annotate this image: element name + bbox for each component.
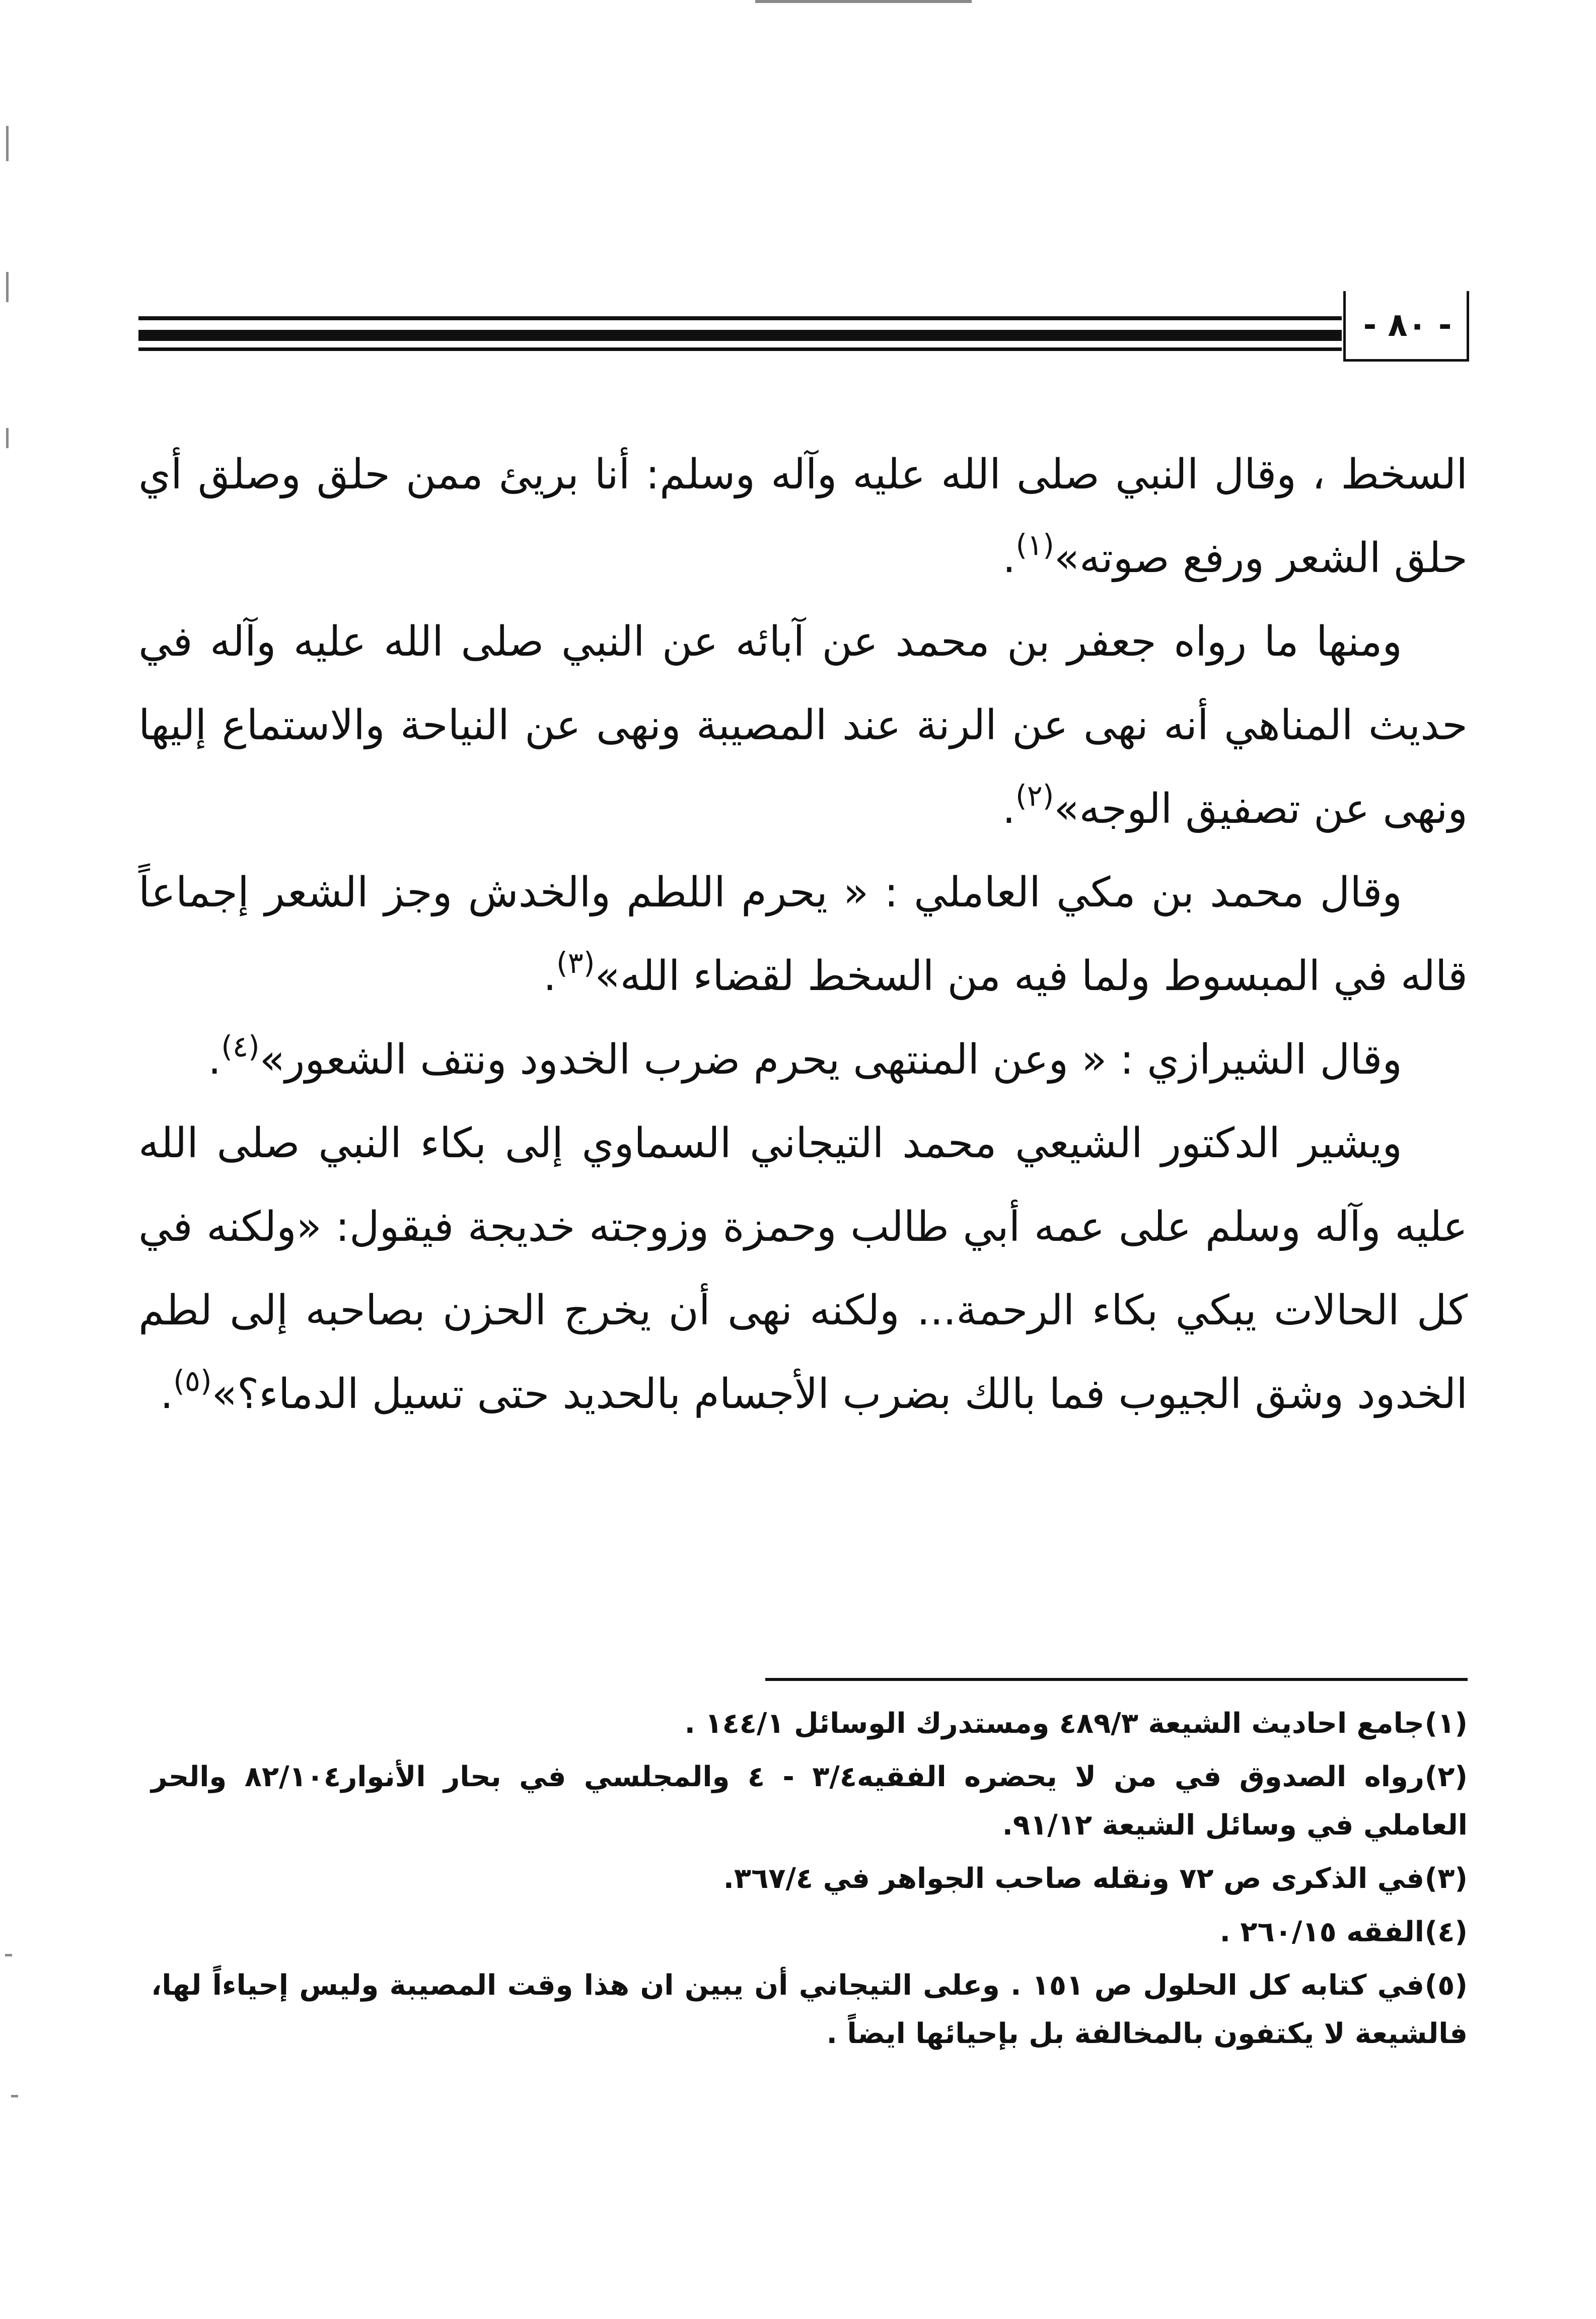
paragraph: وقال محمد بن مكي العاملي : « يحرم اللطم والخدش وجز الشعر إجماعاً قاله في المبسوط ولما فيه من السخط لقضاء الله»$^{(٣)}$.: [138, 869, 1468, 1000]
footnote-text: جامع احاديث الشيعة ٤٨٩/٣ ومستدرك الوسائل ١٤٤/١ .: [684, 1707, 1424, 1740]
scan-artifact: [6, 428, 9, 448]
footnote-number: (٤): [1424, 1916, 1468, 1948]
footnote-item: [151, 1908, 1468, 1956]
footnote-number: (٢): [1424, 1761, 1468, 1793]
footnote-number: (٥): [1424, 1969, 1468, 2002]
footnote-text: رواه الصدوق في من لا يحضره الفقيه٣/٤ - ٤ والمجلسي في بحار الأنوار٨٢/١٠٤ والحر العاملي في وسائل الشيعة ٩١/١٢.: [151, 1761, 1468, 1842]
header-rule: [138, 347, 1342, 351]
scan-artifact: [5, 1954, 12, 1956]
scan-artifact: [11, 2095, 18, 2097]
page-number: - ٨٠ -: [1343, 291, 1469, 362]
footnote-item: [151, 1961, 1468, 2058]
footnote-text: الفقه ٢٦٠/١٥ .: [1219, 1916, 1424, 1948]
paragraph: ويشير الدكتور الشيعي محمد التيجاني السماوي إلى بكاء النبي صلى الله عليه وآله وسلم على عمه أبي طالب وحمزة وزوجته خديجة فيقول: «ولكنه في كل الحالات يبكي بكاء الرحمة... ولكنه نهى أن يخرج الحزن بصاحبه إلى لطم الخدود وشق الجيوب فما بالك بضرب الأجسام بالحديد حتى تسيل الدماء؟»$^{(٥)}$.: [138, 1119, 1468, 1418]
paragraph: السخط ، وقال النبي صلى الله عليه وآله وسلم: أنا بريئ ممن حلق وصلق أي حلق الشعر ورفع صوته»$^{(١)}$.: [138, 451, 1468, 582]
paragraph: وقال الشيرازي : « وعن المنتهى يحرم ضرب الخدود ونتف الشعور»$^{(٤)}$.: [208, 1029, 1402, 1084]
scan-artifact: [755, 0, 972, 3]
header-rule: [138, 330, 1342, 341]
footnote-text: في كتابه كل الحلول ص ١٥١ . وعلى التيجاني أن يبين ان هذا وقت المصيبة وليس إحياءاً لها، فالشيعة لا يكتفون بالمخالفة بل بإحيائها ايضاً .: [151, 1969, 1468, 2050]
footnote-ref[interactable]: (١): [1015, 528, 1054, 562]
footnote-item: [151, 1753, 1468, 1850]
footnote-ref[interactable]: (٤): [221, 1029, 260, 1064]
scan-artifact: [6, 272, 9, 302]
footnote-item: [151, 1700, 1468, 1748]
main-text: [138, 433, 1468, 1436]
footnotes: [151, 1700, 1468, 2063]
footnote-number: (١): [1424, 1707, 1468, 1740]
scan-artifact: [6, 126, 9, 161]
footnote-item: [151, 1855, 1468, 1903]
footnote-number: (٣): [1424, 1862, 1468, 1895]
footnote-text: في الذكرى ص ٧٢ ونقله صاحب الجواهر في ٣٦٧/٤.: [723, 1862, 1424, 1895]
footnote-ref[interactable]: (٣): [556, 946, 595, 980]
header-rule: [138, 316, 1342, 320]
footnote-ref[interactable]: (٥): [173, 1364, 212, 1398]
footnote-ref[interactable]: (٢): [1015, 779, 1054, 813]
footnote-separator: [765, 1678, 1468, 1681]
paragraph: ومنها ما رواه جعفر بن محمد عن آبائه عن النبي صلى الله عليه وآله في حديث المناهي أنه نهى عن الرنة عند المصيبة ونهى عن النياحة والاستماع إليها ونهى عن تصفيق الوجه»$^{(٢)}$.: [138, 618, 1468, 833]
